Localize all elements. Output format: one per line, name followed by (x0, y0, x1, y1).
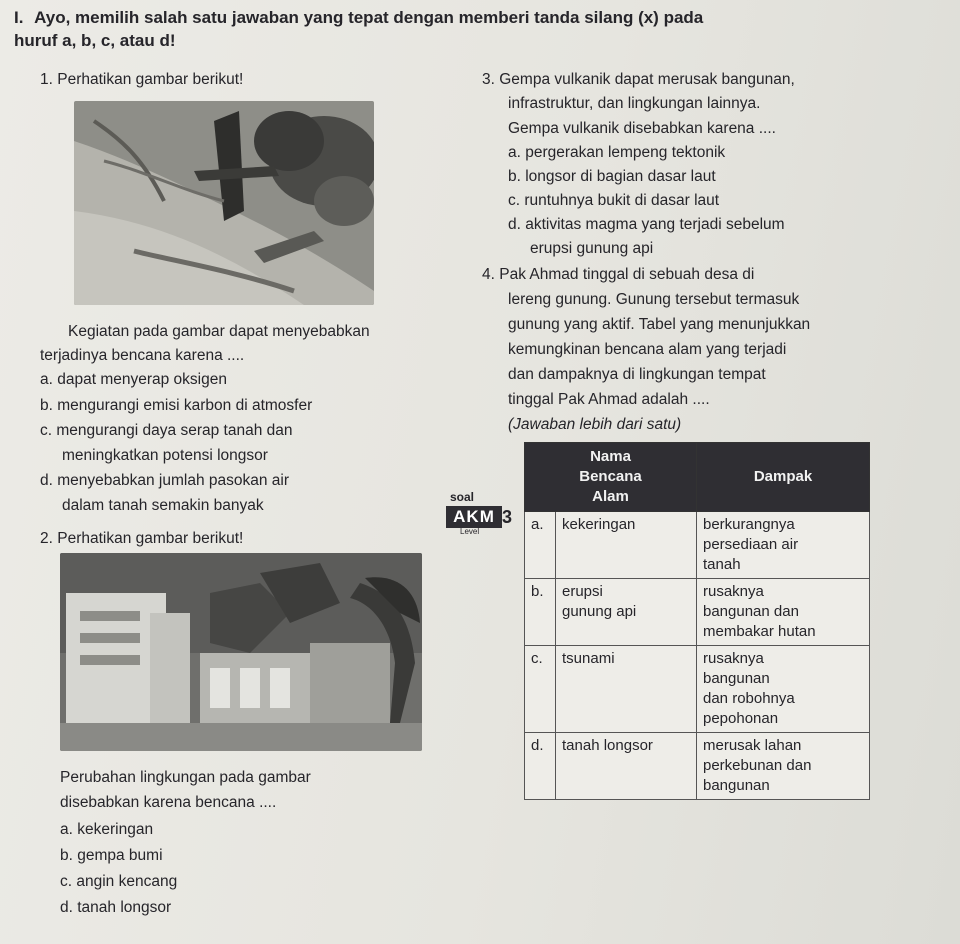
akm-label: AKM (446, 506, 502, 528)
q4-prompt-line-1: 4. Pak Ahmad tinggal di sebuah desa di (482, 266, 755, 283)
q1-option-b[interactable]: b. mengurangi emisi karbon di atmosfer (40, 397, 313, 414)
table-header-nama: Nama Bencana Alam (525, 443, 697, 512)
q4-disaster-table (524, 442, 870, 800)
section-number: I. (14, 8, 24, 27)
q2-option-c[interactable]: c. angin kencang (60, 873, 178, 890)
q3-option-d-line-1[interactable]: d. aktivitas magma yang terjadi sebelum (508, 216, 785, 233)
table-row[interactable]: b. erupsi gunung api rusaknya bangunan dan membakar hutan (525, 579, 870, 646)
q2-storm-building-photo (60, 553, 422, 751)
instruction-line-2: huruf a, b, c, atau d! (14, 31, 176, 50)
akm-level-text: Level (460, 527, 480, 536)
akm-level-badge (446, 490, 516, 542)
q4-prompt-line-3: gunung yang aktif. Tabel yang menunjukkan (508, 316, 811, 333)
instruction-line-1: Ayo, memilih salah satu jawaban yang tepat dengan memberi tanda silang (x) pada (34, 8, 704, 27)
akm-soal-label: soal (450, 490, 475, 504)
q1-question-line-2: terjadinya bencana karena .... (40, 347, 245, 364)
q2-option-b[interactable]: b. gempa bumi (60, 847, 163, 864)
table-header-dampak: Dampak (697, 443, 870, 512)
q4-note: (Jawaban lebih dari satu) (508, 416, 682, 433)
q1-option-a[interactable]: a. dapat menyerap oksigen (40, 371, 227, 388)
q2-prompt: 2. Perhatikan gambar berikut! (40, 530, 244, 547)
q1-prompt: 1. Perhatikan gambar berikut! (40, 71, 244, 88)
table-row[interactable]: c. tsunami rusaknya bangunan dan robohnya pepohonan (525, 646, 870, 733)
q2-question-line-2: disebabkan karena bencana .... (60, 794, 277, 811)
q1-option-c-line-1[interactable]: c. mengurangi daya serap tanah dan (40, 422, 293, 439)
akm-level-number: 3 (502, 507, 513, 527)
q4-prompt-line-2: lereng gunung. Gunung tersebut termasuk (508, 291, 800, 308)
q1-option-d-line-2: dalam tanah semakin banyak (62, 497, 264, 514)
q4-prompt-line-4: kemungkinan bencana alam yang terjadi (508, 341, 787, 358)
q3-option-d-line-2: erupsi gunung api (530, 240, 654, 257)
q3-option-b[interactable]: b. longsor di bagian dasar laut (508, 168, 716, 185)
q1-question-line-1: Kegiatan pada gambar dapat menyebabkan (68, 323, 370, 340)
q2-question-line-1: Perubahan lingkungan pada gambar (60, 769, 311, 786)
q1-option-c-line-2: meningkatkan potensi longsor (62, 447, 268, 464)
table-row[interactable]: a. kekeringan berkurangnya persediaan air tanah (525, 512, 870, 579)
instruction-header (14, 6, 844, 52)
q3-option-a[interactable]: a. pergerakan lempeng tektonik (508, 144, 726, 161)
table-row[interactable]: d. tanah longsor merusak lahan perkebunan dan bangunan (525, 733, 870, 800)
q4-prompt-line-6: tinggal Pak Ahmad adalah .... (508, 391, 710, 408)
q3-option-c[interactable]: c. runtuhnya bukit di dasar laut (508, 192, 720, 209)
q1-deforestation-photo (74, 101, 374, 305)
q2-option-a[interactable]: a. kekeringan (60, 821, 154, 838)
q1-option-d-line-1[interactable]: d. menyebabkan jumlah pasokan air (40, 472, 290, 489)
q3-prompt-line-3: Gempa vulkanik disebabkan karena .... (508, 120, 776, 137)
q2-option-d[interactable]: d. tanah longsor (60, 899, 172, 916)
q3-prompt-line-1: 3. Gempa vulkanik dapat merusak bangunan, (482, 71, 795, 88)
q3-prompt-line-2: infrastruktur, dan lingkungan lainnya. (508, 95, 761, 112)
q4-prompt-line-5: dan dampaknya di lingkungan tempat (508, 366, 766, 383)
